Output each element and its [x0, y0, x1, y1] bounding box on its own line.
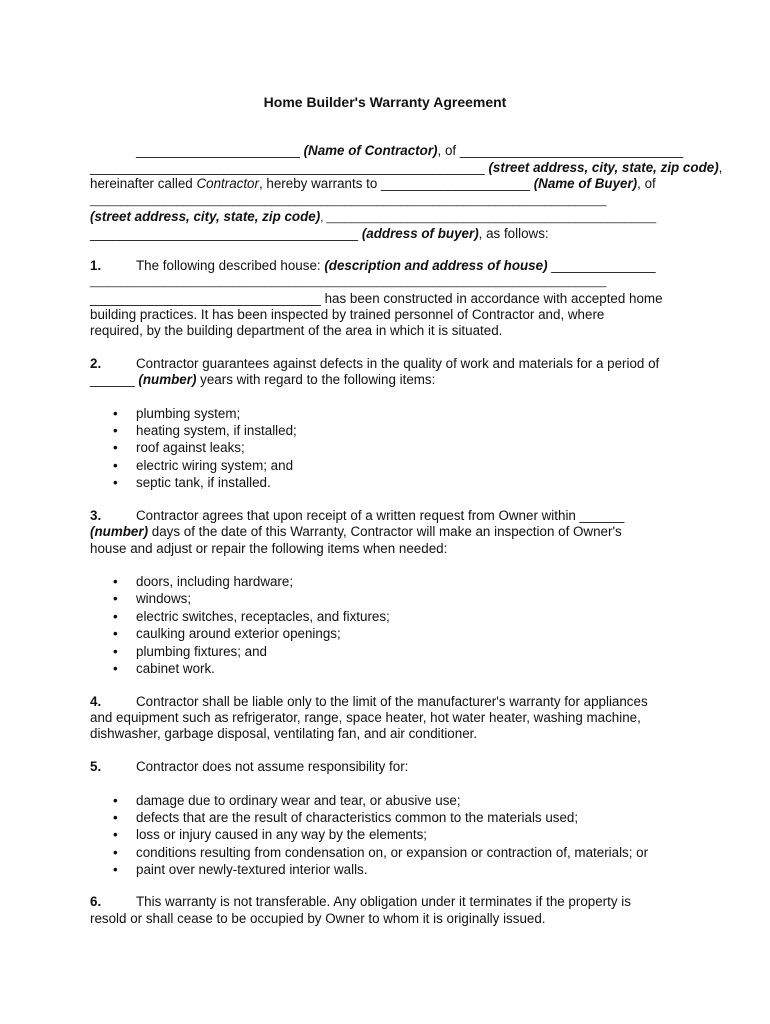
list-item: paint over newly-textured interior walls.	[136, 862, 368, 877]
section-text: years with regard to the following items:	[196, 372, 436, 387]
intro-text: , of	[637, 176, 656, 191]
buyer-street-blank: , _____________________________________________________	[320, 212, 657, 224]
section-text: days of the date of this Warranty, Contractor will make an inspection of Owner's	[148, 524, 622, 539]
list-item: plumbing fixtures; and	[136, 644, 268, 659]
bullet-icon: •	[113, 793, 118, 808]
bullet-icon: •	[113, 458, 118, 473]
bullet-icon: •	[113, 423, 118, 438]
bullet-icon: •	[113, 609, 118, 624]
list-item: conditions resulting from condensation on, or expansion or contraction of, materials; or	[136, 845, 649, 860]
house-description-blank: ______________	[547, 258, 656, 273]
list-item: damage due to ordinary wear and tear, or abusive use;	[136, 793, 461, 808]
bullet-icon: •	[113, 626, 118, 641]
section-5-line-1: Contractor does not assume responsibility for:	[136, 759, 409, 774]
section-2-number: 2.	[90, 356, 102, 371]
house-description-label: (description and address of house)	[324, 258, 548, 273]
list-item: electric switches, receptacles, and fixtures;	[136, 609, 390, 624]
list-item: plumbing system;	[136, 406, 241, 421]
list-item: windows;	[136, 591, 192, 606]
section-1-line-3: _______________________________ has been constructed in accordance with accepted home	[90, 291, 663, 306]
intro-line-3	[90, 176, 656, 192]
intro-text: hereinafter called	[90, 176, 197, 191]
section-text: The following described house:	[136, 258, 325, 273]
section-3-line-2	[90, 524, 622, 540]
intro-line-2	[90, 160, 722, 176]
section-3-line-1: Contractor agrees that upon receipt of a written request from Owner within ______	[136, 508, 625, 523]
section-5-number: 5.	[90, 759, 102, 774]
intro-text: , hereby warrants to ____________________	[258, 176, 534, 191]
buyer-name-label: (Name of Buyer)	[533, 176, 638, 191]
intro-line-1	[136, 143, 683, 159]
list-item: cabinet work.	[136, 661, 215, 676]
section-6-number: 6.	[90, 894, 102, 909]
intro-text: , as follows:	[478, 226, 549, 241]
bullet-icon: •	[113, 661, 118, 676]
bullet-icon: •	[113, 440, 118, 455]
street-address-label: (street address, city, state, zip code)	[90, 209, 321, 224]
contractor-term: Contractor	[196, 176, 259, 191]
number-blank: ______	[90, 372, 139, 387]
list-item: roof against leaks;	[136, 440, 245, 455]
buyer-address-blank: ____________________________________	[90, 226, 362, 241]
bullet-icon: •	[113, 475, 118, 490]
bullet-icon: •	[113, 406, 118, 421]
bullet-icon: •	[113, 574, 118, 589]
bullet-icon: •	[113, 862, 118, 877]
section-3-line-3: house and adjust or repair the following items when needed:	[90, 541, 448, 556]
bullet-icon: •	[113, 810, 118, 825]
list-item: defects that are the result of characteristics common to the materials used;	[136, 810, 579, 825]
buyer-address-label: (address of buyer)	[361, 226, 479, 241]
list-item: heating system, if installed;	[136, 423, 297, 438]
bullet-icon: •	[113, 827, 118, 842]
list-item: septic tank, if installed.	[136, 475, 271, 490]
number-label: (number)	[90, 524, 149, 539]
section-1-line-1	[136, 258, 656, 274]
bullet-icon: •	[113, 845, 118, 860]
intro-line-6	[90, 226, 549, 242]
contractor-name-label: (Name of Contractor)	[303, 143, 438, 158]
section-2-line-2	[90, 372, 435, 388]
contractor-street-blank: _____________________________________________________	[90, 160, 485, 175]
section-6-line-2: resold or shall cease to be occupied by Owner to whom it is originally issued.	[90, 911, 546, 926]
section-1-number: 1.	[90, 258, 102, 273]
list-item: caulking around exterior openings;	[136, 626, 341, 641]
list-item: doors, including hardware;	[136, 574, 294, 589]
list-item: loss or injury caused in any way by the elements;	[136, 827, 428, 842]
comma: ,	[718, 160, 723, 175]
section-1-line-2: ___________________________________________________________________________________	[90, 276, 607, 288]
section-4-line-3: dishwasher, garbage disposal, ventilating fan, and air conditioner.	[90, 726, 478, 741]
street-address-label: (street address, city, state, zip code)	[488, 160, 719, 175]
contractor-address-blank: , of ______________________________	[437, 143, 684, 158]
list-item: electric wiring system; and	[136, 458, 294, 473]
section-1-line-4: building practices. It has been inspected by trained personnel of Contractor and, where	[90, 307, 605, 322]
contractor-name-blank: ______________________	[136, 143, 300, 158]
intro-line-5	[90, 209, 656, 226]
section-4-number: 4.	[90, 694, 102, 709]
section-4-line-1: Contractor shall be liable only to the limit of the manufacturer's warranty for appliances	[136, 694, 648, 709]
document-title: Home Builder's Warranty Agreement	[263, 94, 507, 110]
bullet-icon: •	[113, 591, 118, 606]
section-3-number: 3.	[90, 508, 102, 523]
section-1-line-5: required, by the building department of the area in which it is situated.	[90, 323, 503, 338]
section-2-line-1: Contractor guarantees against defects in the quality of work and materials for a period of	[136, 356, 660, 371]
section-4-line-2: and equipment such as refrigerator, range, space heater, hot water heater, washing machine,	[90, 710, 641, 725]
intro-line-4: ___________________________________________________________________________________	[90, 195, 607, 207]
bullet-icon: •	[113, 644, 118, 659]
section-6-line-1: This warranty is not transferable. Any obligation under it terminates if the property is	[136, 894, 631, 909]
number-label: (number)	[138, 372, 197, 387]
